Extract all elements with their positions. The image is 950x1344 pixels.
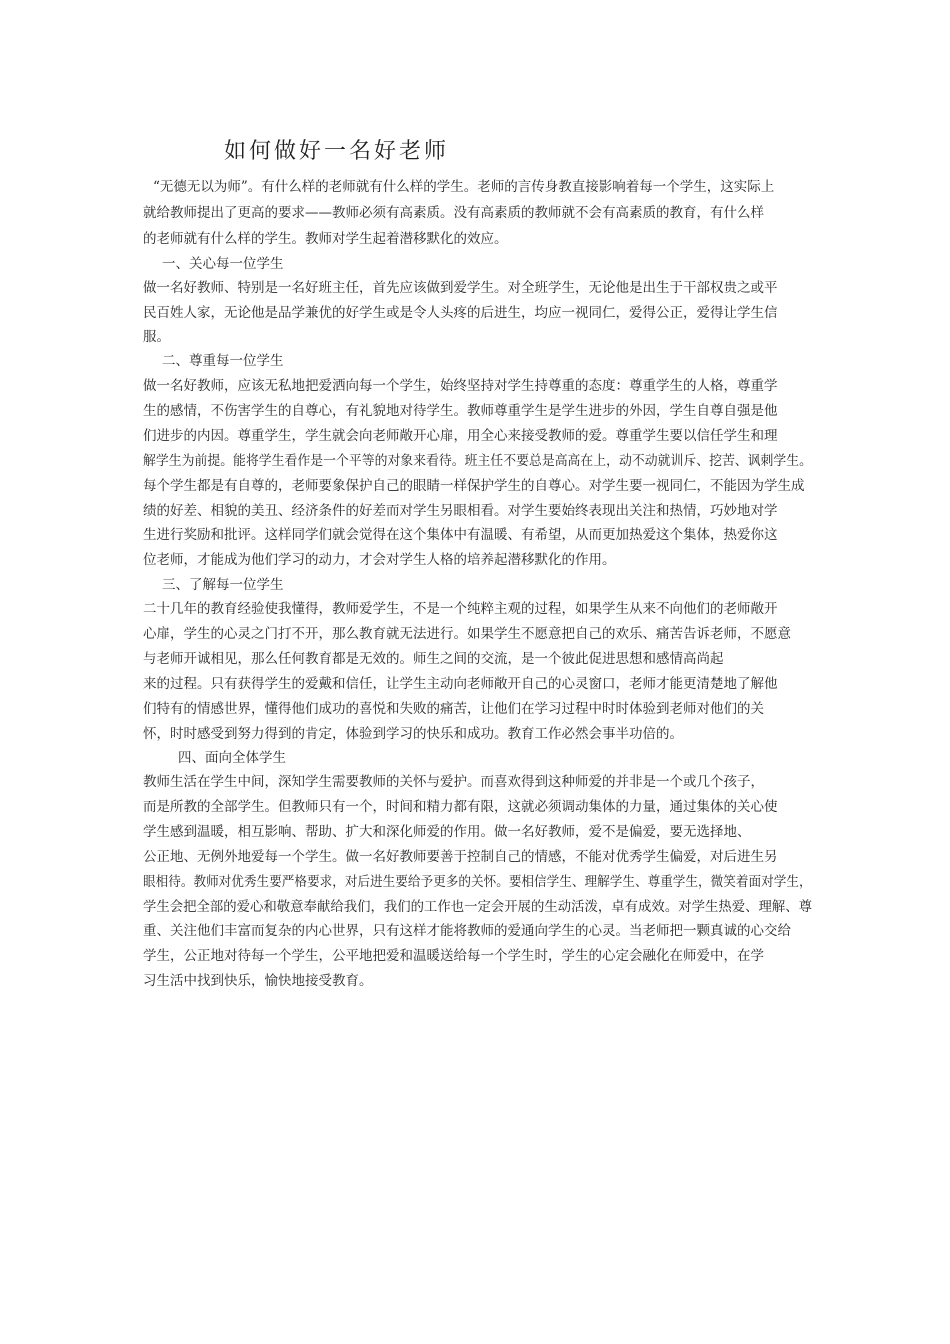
paragraph-line: 生进行奖励和批评。这样同学们就会觉得在这个集体中有温暖、有希望，从而更加热爱这个集体，热爱你这: [143, 527, 778, 543]
intro-line: 就给教师提出了更高的要求——教师必须有高素质。没有高素质的教师就不会有高素质的教育，有什么样: [143, 205, 764, 221]
paragraph-line: 做一名好教师、特别是一名好班主任，首先应该做到爱学生。对全班学生，无论他是出生于干部权贵之或平: [143, 280, 778, 296]
paragraph-line: 习生活中找到快乐，愉快地接受教育。: [143, 973, 373, 989]
paragraph-line: 教师生活在学生中间，深知学生需要教师的关怀与爱护。而喜欢得到这种师爱的并非是一个或几个孩子，: [143, 774, 764, 790]
paragraph-line: 怀，时时感受到努力得到的肯定，体验到学习的快乐和成功。教育工作必然会事半功倍的。: [143, 726, 683, 742]
paragraph-line: 心扉，学生的心灵之门打不开，那么教育就无法进行。如果学生不愿意把自己的欢乐、痛苦告诉老师，不愿意: [143, 626, 791, 642]
section-heading-understand: 三、了解每一位学生: [162, 577, 284, 593]
paragraph-line: 们进步的内因。尊重学生，学生就会向老师敞开心扉，用全心来接受教师的爱。尊重学生要以信任学生和理: [143, 428, 778, 444]
paragraph-line: 学生感到温暖，相互影响、帮助、扩大和深化师爱的作用。做一名好教师，爱不是偏爱，要无选择地、: [143, 824, 751, 840]
paragraph-line: 绩的好差、相貌的美丑、经济条件的好差而对学生另眼相看。对学生要始终表现出关注和热情，巧妙地对学: [143, 503, 778, 519]
paragraph-line: 们特有的情感世界，懂得他们成功的喜悦和失败的痛苦，让他们在学习过程中时时体验到老师对他们的关: [143, 701, 764, 717]
paragraph-line: 服。: [143, 329, 170, 345]
paragraph-line: 生的感情，不伤害学生的自尊心，有礼貌地对待学生。教师尊重学生是学生进步的外因，学生自尊自强是他: [143, 403, 778, 419]
paragraph-line: 来的过程。只有获得学生的爱戴和信任，让学生主动向老师敞开自己的心灵窗口，老师才能更清楚地了解他: [143, 676, 778, 692]
intro-line: 的老师就有什么样的学生。教师对学生起着潜移默化的效应。: [143, 231, 508, 247]
document-title: 如何做好一名好老师: [224, 139, 450, 164]
paragraph-line: 解学生为前提。能将学生看作是一个平等的对象来看待。班主任不要总是高高在上，动不动就训斥、挖苦、讽刺学生。: [143, 453, 813, 469]
paragraph-line: 民百姓人家，无论他是品学兼优的好学生或是令人头疼的后进生，均应一视同仁，爱得公正，爱得让学生信: [143, 305, 778, 321]
section-heading-care: 一、关心每一位学生: [162, 256, 284, 272]
paragraph-line: 学生会把全部的爱心和敬意奉献给我们，我们的工作也一定会开展的生动活泼，卓有成效。对学生热爱、理解、尊: [143, 899, 812, 915]
paragraph-line: 每个学生都是有自尊的，老师要象保护自己的眼睛一样保护学生的自尊心。对学生要一视同仁，不能因为学生成: [143, 478, 805, 494]
section-heading-all-students: 四、面向全体学生: [178, 750, 286, 766]
paragraph-line: 位老师，才能成为他们学习的动力，才会对学生人格的培养起潜移默化的作用。: [143, 552, 616, 568]
paragraph-line: 而是所教的全部学生。但教师只有一个，时间和精力都有限，这就必须调动集体的力量，通过集体的关心使: [143, 799, 778, 815]
intro-line: “无德无以为师”。有什么样的老师就有什么样的学生。老师的言传身教直接影响着每一个学生，这实际上: [153, 179, 775, 195]
paragraph-line: 眼相待。教师对优秀生要严格要求，对后进生要给予更多的关怀。要相信学生、理解学生、尊重学生，微笑着面对学生，: [143, 874, 812, 890]
section-heading-respect: 二、尊重每一位学生: [162, 353, 284, 369]
paragraph-line: 重、关注他们丰富而复杂的内心世界，只有这样才能将教师的爱通向学生的心灵。当老师把一颗真诚的心交给: [143, 923, 791, 939]
paragraph-line: 做一名好教师，应该无私地把爱洒向每一个学生，始终坚持对学生持尊重的态度：尊重学生的人格，尊重学: [143, 378, 778, 394]
paragraph-line: 公正地、无例外地爱每一个学生。做一名好教师要善于控制自己的情感，不能对优秀学生偏爱，对后进生另: [143, 849, 778, 865]
paragraph-line: 二十几年的教育经验使我懂得，教师爱学生，不是一个纯粹主观的过程，如果学生从来不向他们的老师敞开: [143, 601, 778, 617]
paragraph-line: 学生，公正地对待每一个学生，公平地把爱和温暖送给每一个学生时，学生的心定会融化在师爱中，在学: [143, 948, 764, 964]
paragraph-line: 与老师开诚相见，那么任何教育都是无效的。师生之间的交流，是一个彼此促进思想和感情高尚起: [143, 651, 724, 667]
